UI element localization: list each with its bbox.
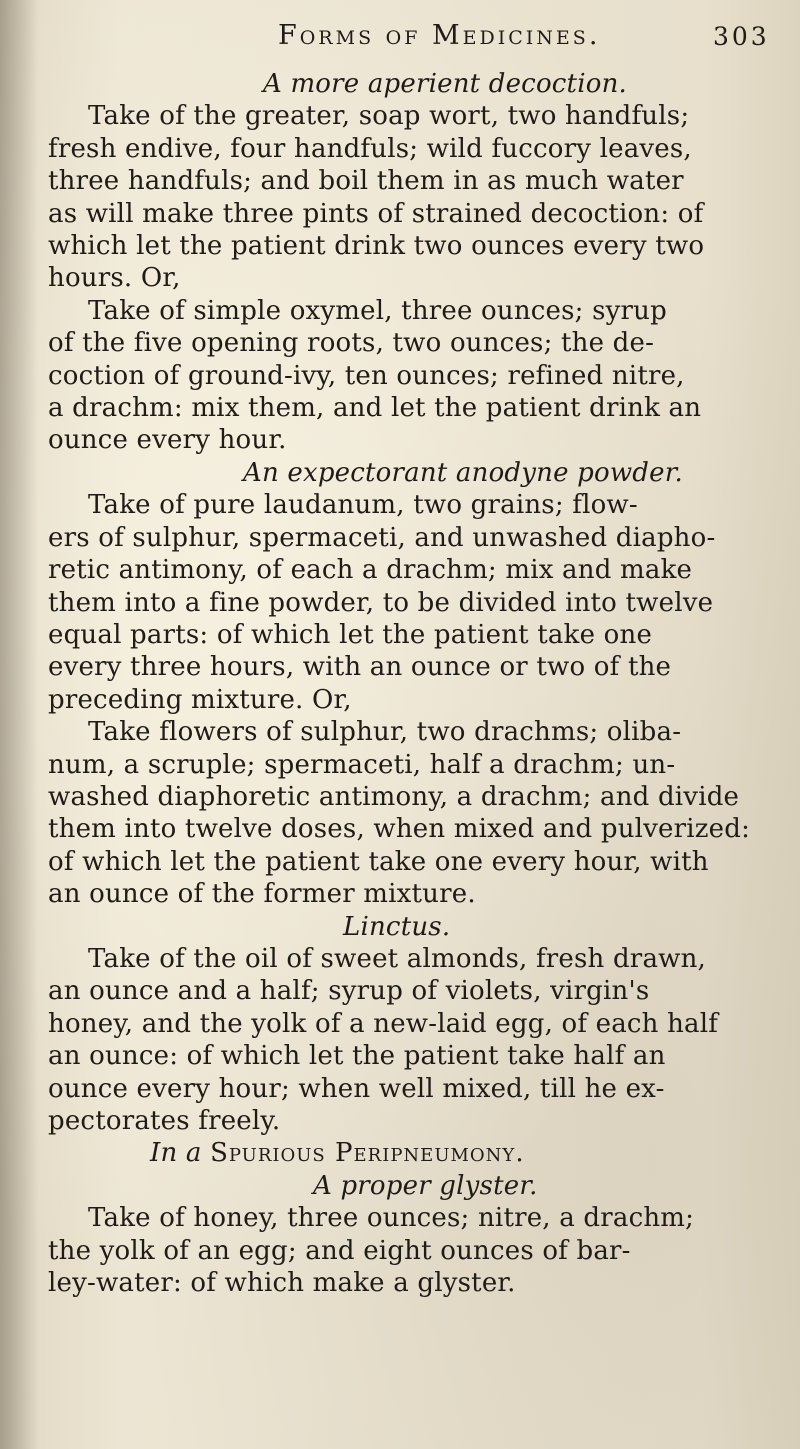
text-line: the yolk of an egg; and eight ounces of bar- bbox=[48, 1235, 631, 1266]
text-line: an ounce: of which let the patient take half an bbox=[48, 1041, 666, 1072]
text-line: pectorates freely. bbox=[48, 1106, 281, 1136]
text-line: retic antimony, of each a drachm; mix and make bbox=[48, 555, 693, 586]
text-line: every three hours, with an ounce or two of the bbox=[48, 652, 672, 683]
text-line: ounce every hour; when well mixed, till he ex- bbox=[48, 1073, 665, 1104]
text-line: coction of ground-ivy, ten ounces; refined nitre, bbox=[48, 360, 685, 391]
section-subheading: A proper glyster. bbox=[313, 1170, 538, 1201]
text-line: which let the patient drink two ounces every two bbox=[48, 231, 705, 262]
text-line: equal parts: of which let the patient take one bbox=[48, 619, 653, 650]
text-line: fresh endive, four handfuls; wild fuccory leaves, bbox=[48, 133, 692, 164]
text-line: ley-water: of which make a glyster. bbox=[48, 1268, 516, 1299]
text-line: an ounce of the former mixture. bbox=[48, 879, 476, 910]
text-line: ers of sulphur, spermaceti, and unwashed diapho- bbox=[48, 522, 716, 553]
page-header bbox=[48, 8, 788, 68]
heading-title: Spurious Peripneumony. bbox=[210, 1138, 525, 1169]
section-heading: An expectorant anodyne powder. bbox=[243, 457, 683, 488]
page-text bbox=[48, 8, 788, 1299]
text-line: a drachm: mix them, and let the patient drink an bbox=[48, 393, 702, 424]
text-line: Take of the greater, soap wort, two handfuls; bbox=[88, 101, 690, 132]
text-line: an ounce and a half; syrup of violets, virgin's bbox=[48, 976, 650, 1007]
text-line: of which let the patient take one every hour, with bbox=[48, 846, 709, 877]
text-line: Take of pure laudanum, two grains; flow- bbox=[88, 490, 638, 521]
text-line: as will make three pints of strained decoction: of bbox=[48, 198, 704, 229]
text-line: three handfuls; and boil them in as much water bbox=[48, 166, 684, 197]
heading-prefix: In a bbox=[150, 1138, 202, 1169]
text-line: Take of simple oxymel, three ounces; syrup bbox=[88, 295, 667, 326]
text-line: preceding mixture. Or, bbox=[48, 684, 352, 715]
section-heading bbox=[48, 1137, 788, 1169]
binding-shadow bbox=[0, 0, 38, 1449]
page-number: 303 bbox=[713, 22, 770, 51]
text-line: num, a scruple; spermaceti, half a drachm; un- bbox=[48, 749, 676, 780]
text-line: Take of the oil of sweet almonds, fresh drawn, bbox=[88, 943, 707, 974]
text-line: them into a fine powder, to be divided into twelve bbox=[48, 587, 714, 618]
text-line: washed diaphoretic antimony, a drachm; and divide bbox=[48, 781, 740, 812]
section-heading: Linctus. bbox=[343, 911, 451, 942]
text-line: ounce every hour. bbox=[48, 425, 287, 456]
running-title: Forms of Medicines. bbox=[278, 20, 601, 51]
text-line: them into twelve doses, when mixed and pulverized: bbox=[48, 814, 751, 845]
text-line: of the five opening roots, two ounces; the de- bbox=[48, 328, 655, 359]
text-line: honey, and the yolk of a new-laid egg, of each half bbox=[48, 1008, 719, 1039]
text-line: hours. Or, bbox=[48, 263, 181, 294]
section-heading: A more aperient decoction. bbox=[263, 69, 627, 99]
text-line: Take flowers of sulphur, two drachms; oliba- bbox=[88, 717, 682, 748]
text-line: Take of honey, three ounces; nitre, a drachm; bbox=[88, 1203, 695, 1234]
